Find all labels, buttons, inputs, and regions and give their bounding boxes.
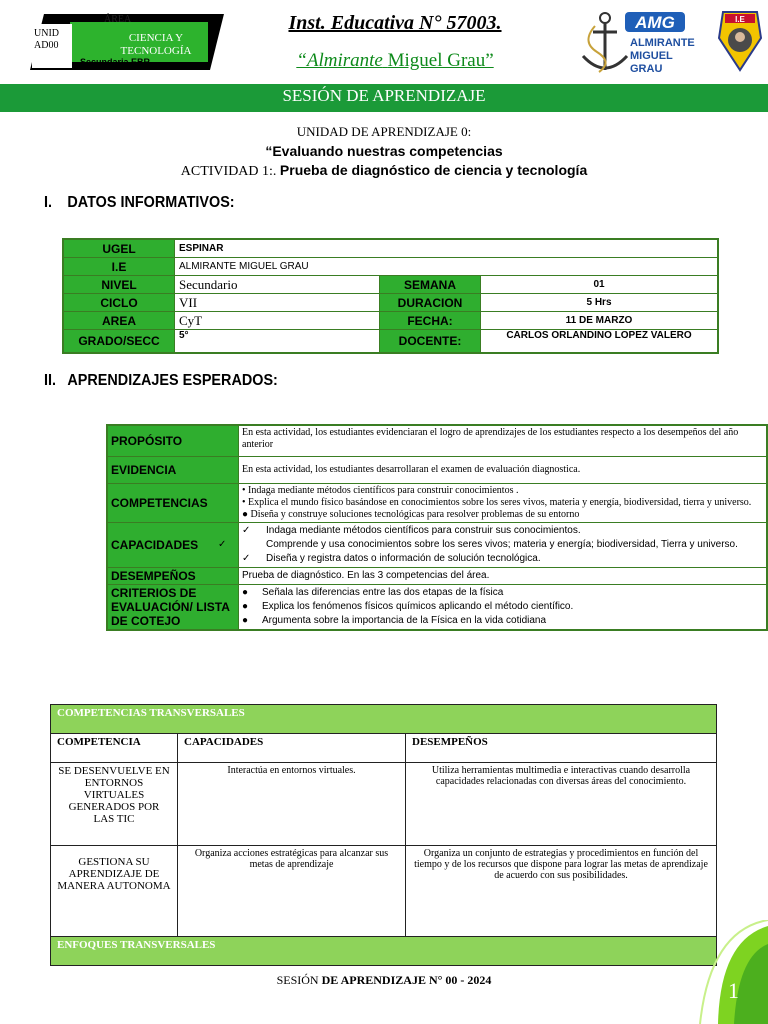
session-banner-title: SESIÓN DE APRENDIZAJE (282, 86, 486, 105)
unit-label: UNIDAD DE APRENDIZAJE 0: (296, 124, 472, 139)
ie-label: I.E (63, 258, 175, 276)
list-item: ✓ Indaga mediante métodos científicos para construir sus conocimientos. (242, 525, 581, 536)
shield-icon (719, 12, 761, 70)
area-row-label: AREA (63, 312, 175, 330)
table-row (107, 484, 767, 523)
col-competencia: COMPETENCIA (51, 734, 178, 763)
capacidades-label: CAPACIDADES (107, 523, 239, 568)
capacidades-list (218, 523, 768, 568)
check-icon: ✓ (242, 553, 251, 564)
unit-title: “Evaluando nuestras competencias (265, 143, 503, 159)
docente-value: CARLOS ORLANDINO LOPEZ VALERO (481, 330, 719, 354)
table-row (107, 425, 767, 457)
table-row (51, 763, 717, 846)
anchor-icon (583, 13, 627, 72)
list-item: • Indaga mediante métodos científicos para construir conocimientos . (242, 485, 519, 496)
desempeno-cell: Organiza un conjunto de estrategias y procedimientos en función del tiempo y de los recursos que dispone para lograr las metas de aprendizaje de acuerdo con sus posibilidades. (406, 846, 717, 937)
capacidad-cell: Interactúa en entornos virtuales. (178, 763, 406, 846)
desempenos-label: DESEMPEÑOS (107, 568, 239, 585)
criterios-list (239, 585, 768, 631)
semana-label: SEMANA (380, 276, 481, 294)
list-item: • Explica el mundo físico basándose en conocimientos sobre los seres vivos, materia y energía, biodiversidad, tierra y universo. (242, 497, 752, 508)
ie-value: ALMIRANTE MIGUEL GRAU (175, 258, 719, 276)
svg-text:MIGUEL: MIGUEL (630, 50, 673, 62)
institution-name: “Almirante Miguel Grau” (296, 50, 494, 71)
table-row (51, 705, 717, 734)
capacidad-cell: Organiza acciones estratégicas para alcanzar sus metas de aprendizaje (178, 846, 406, 937)
bullet-icon: ● (242, 601, 249, 612)
check-icon: ✓ (218, 539, 227, 550)
table-row (107, 523, 767, 568)
list-item: ● Señala las diferencias entre las dos etapas de la física (242, 587, 504, 598)
transversales-title: COMPETENCIAS TRANSVERSALES (51, 705, 717, 734)
table-row (107, 585, 767, 631)
area-value: CIENCIA Y TECNOLOGÍA (120, 32, 192, 57)
datos-informativos-table (62, 238, 719, 354)
fecha-label: FECHA: (380, 312, 481, 330)
list-item: ✓ Diseña y registra datos o información de solución tecnológica. (242, 553, 541, 564)
check-icon: ✓ (242, 525, 251, 536)
list-item: ● Diseña y construye soluciones tecnológicas para resolver problemas de su entorno (242, 509, 580, 520)
ugel-label: UGEL (63, 239, 175, 258)
table-row (107, 568, 767, 585)
table-row (107, 457, 767, 484)
footer-corner-decoration (690, 920, 768, 1024)
level-label: Secundaria EBR (80, 57, 151, 67)
docente-label: DOCENTE: (380, 330, 481, 354)
ciclo-label: CICLO (63, 294, 175, 312)
ciclo-value: VII (175, 294, 380, 312)
table-row (63, 294, 718, 312)
competencias-transversales-table (50, 704, 717, 966)
proposito-value: En esta actividad, los estudiantes evidenciaran el logro de aprendizajes de los estudiantes respecto a los desempeños del año anterior (239, 425, 768, 457)
list-item: ✓ Comprende y usa conocimientos sobre los seres vivos; materia y energía; biodiversidad, Tierra y universo. (218, 539, 738, 550)
svg-text:AMG: AMG (635, 13, 675, 32)
competencias-list (239, 484, 768, 523)
table-row (51, 846, 717, 937)
proposito-label: PROPÓSITO (107, 425, 239, 457)
page-number: 1 (728, 978, 739, 1003)
footer-title: SESIÓN DE APRENDIZAJE N° 00 - 2024 (276, 973, 492, 987)
svg-text:I.E: I.E (735, 15, 745, 24)
unit-badge-label: UNID AD00 (34, 28, 59, 51)
aprendizajes-table (106, 424, 768, 631)
table-row (51, 937, 717, 966)
institution-title: Inst. Educativa N° 57003. (288, 12, 502, 34)
evidencia-label: EVIDENCIA (107, 457, 239, 484)
grado-value: 5° (175, 330, 380, 354)
svg-text:GRAU: GRAU (630, 63, 663, 75)
enfoques-title: ENFOQUES TRANSVERSALES (51, 937, 717, 966)
table-row (63, 276, 718, 294)
competencia-cell: SE DESENVUELVE EN ENTORNOS VIRTUALES GENERADOS POR LAS TIC (51, 763, 178, 846)
table-row (63, 258, 718, 276)
bullet-icon: ● (242, 615, 249, 626)
competencia-cell: GESTIONA SU APRENDIZAJE DE MANERA AUTONOMA (51, 846, 178, 937)
duracion-label: DURACION (380, 294, 481, 312)
table-row (63, 239, 718, 258)
evidencia-value: En esta actividad, los estudiantes desarrollaran el examen de evaluación diagnostica. (239, 457, 768, 484)
duracion-value: 5 Hrs (481, 294, 719, 312)
section-2-heading: II. APRENDIZAJES ESPERADOS: (44, 372, 278, 389)
list-item: ● Argumenta sobre la importancia de la Física en la vida cotidiana (242, 615, 547, 626)
activity-line: ACTIVIDAD 1:. Prueba de diagnóstico de ciencia y tecnología (180, 162, 588, 179)
table-row (51, 734, 717, 763)
col-desempenos: DESEMPEÑOS (406, 734, 717, 763)
school-logos (575, 8, 765, 80)
semana-value: 01 (481, 276, 719, 294)
amg-logo (575, 8, 765, 80)
table-row (63, 312, 718, 330)
competencias-label: COMPETENCIAS (107, 484, 239, 523)
fecha-value: 11 DE MARZO (481, 312, 719, 330)
nivel-value: Secundario (175, 276, 380, 294)
list-item: ● Explica los fenómenos físicos químicos aplicando el método científico. (242, 601, 574, 612)
grado-label: GRADO/SECC (63, 330, 175, 354)
nivel-label: NIVEL (63, 276, 175, 294)
section-1-heading: I. DATOS INFORMATIVOS: (44, 194, 235, 211)
svg-text:ALMIRANTE: ALMIRANTE (630, 37, 695, 49)
ugel-value: ESPINAR (175, 239, 719, 258)
session-banner (0, 84, 768, 112)
desempeno-cell: Utiliza herramientas multimedia e interactivas cuando desarrolla capacidades relacionadas con diversas áreas del conocimiento. (406, 763, 717, 846)
desempenos-value: Prueba de diagnóstico. En las 3 competencias del área. (239, 568, 768, 585)
criterios-label: CRITERIOS DE EVALUACIÓN/ LISTA DE COTEJO (107, 585, 239, 631)
table-row (63, 330, 718, 354)
col-capacidades: CAPACIDADES (178, 734, 406, 763)
area-label: ÁREA (104, 14, 132, 25)
bullet-icon: ● (242, 587, 249, 598)
area-row-value: CyT (175, 312, 380, 330)
